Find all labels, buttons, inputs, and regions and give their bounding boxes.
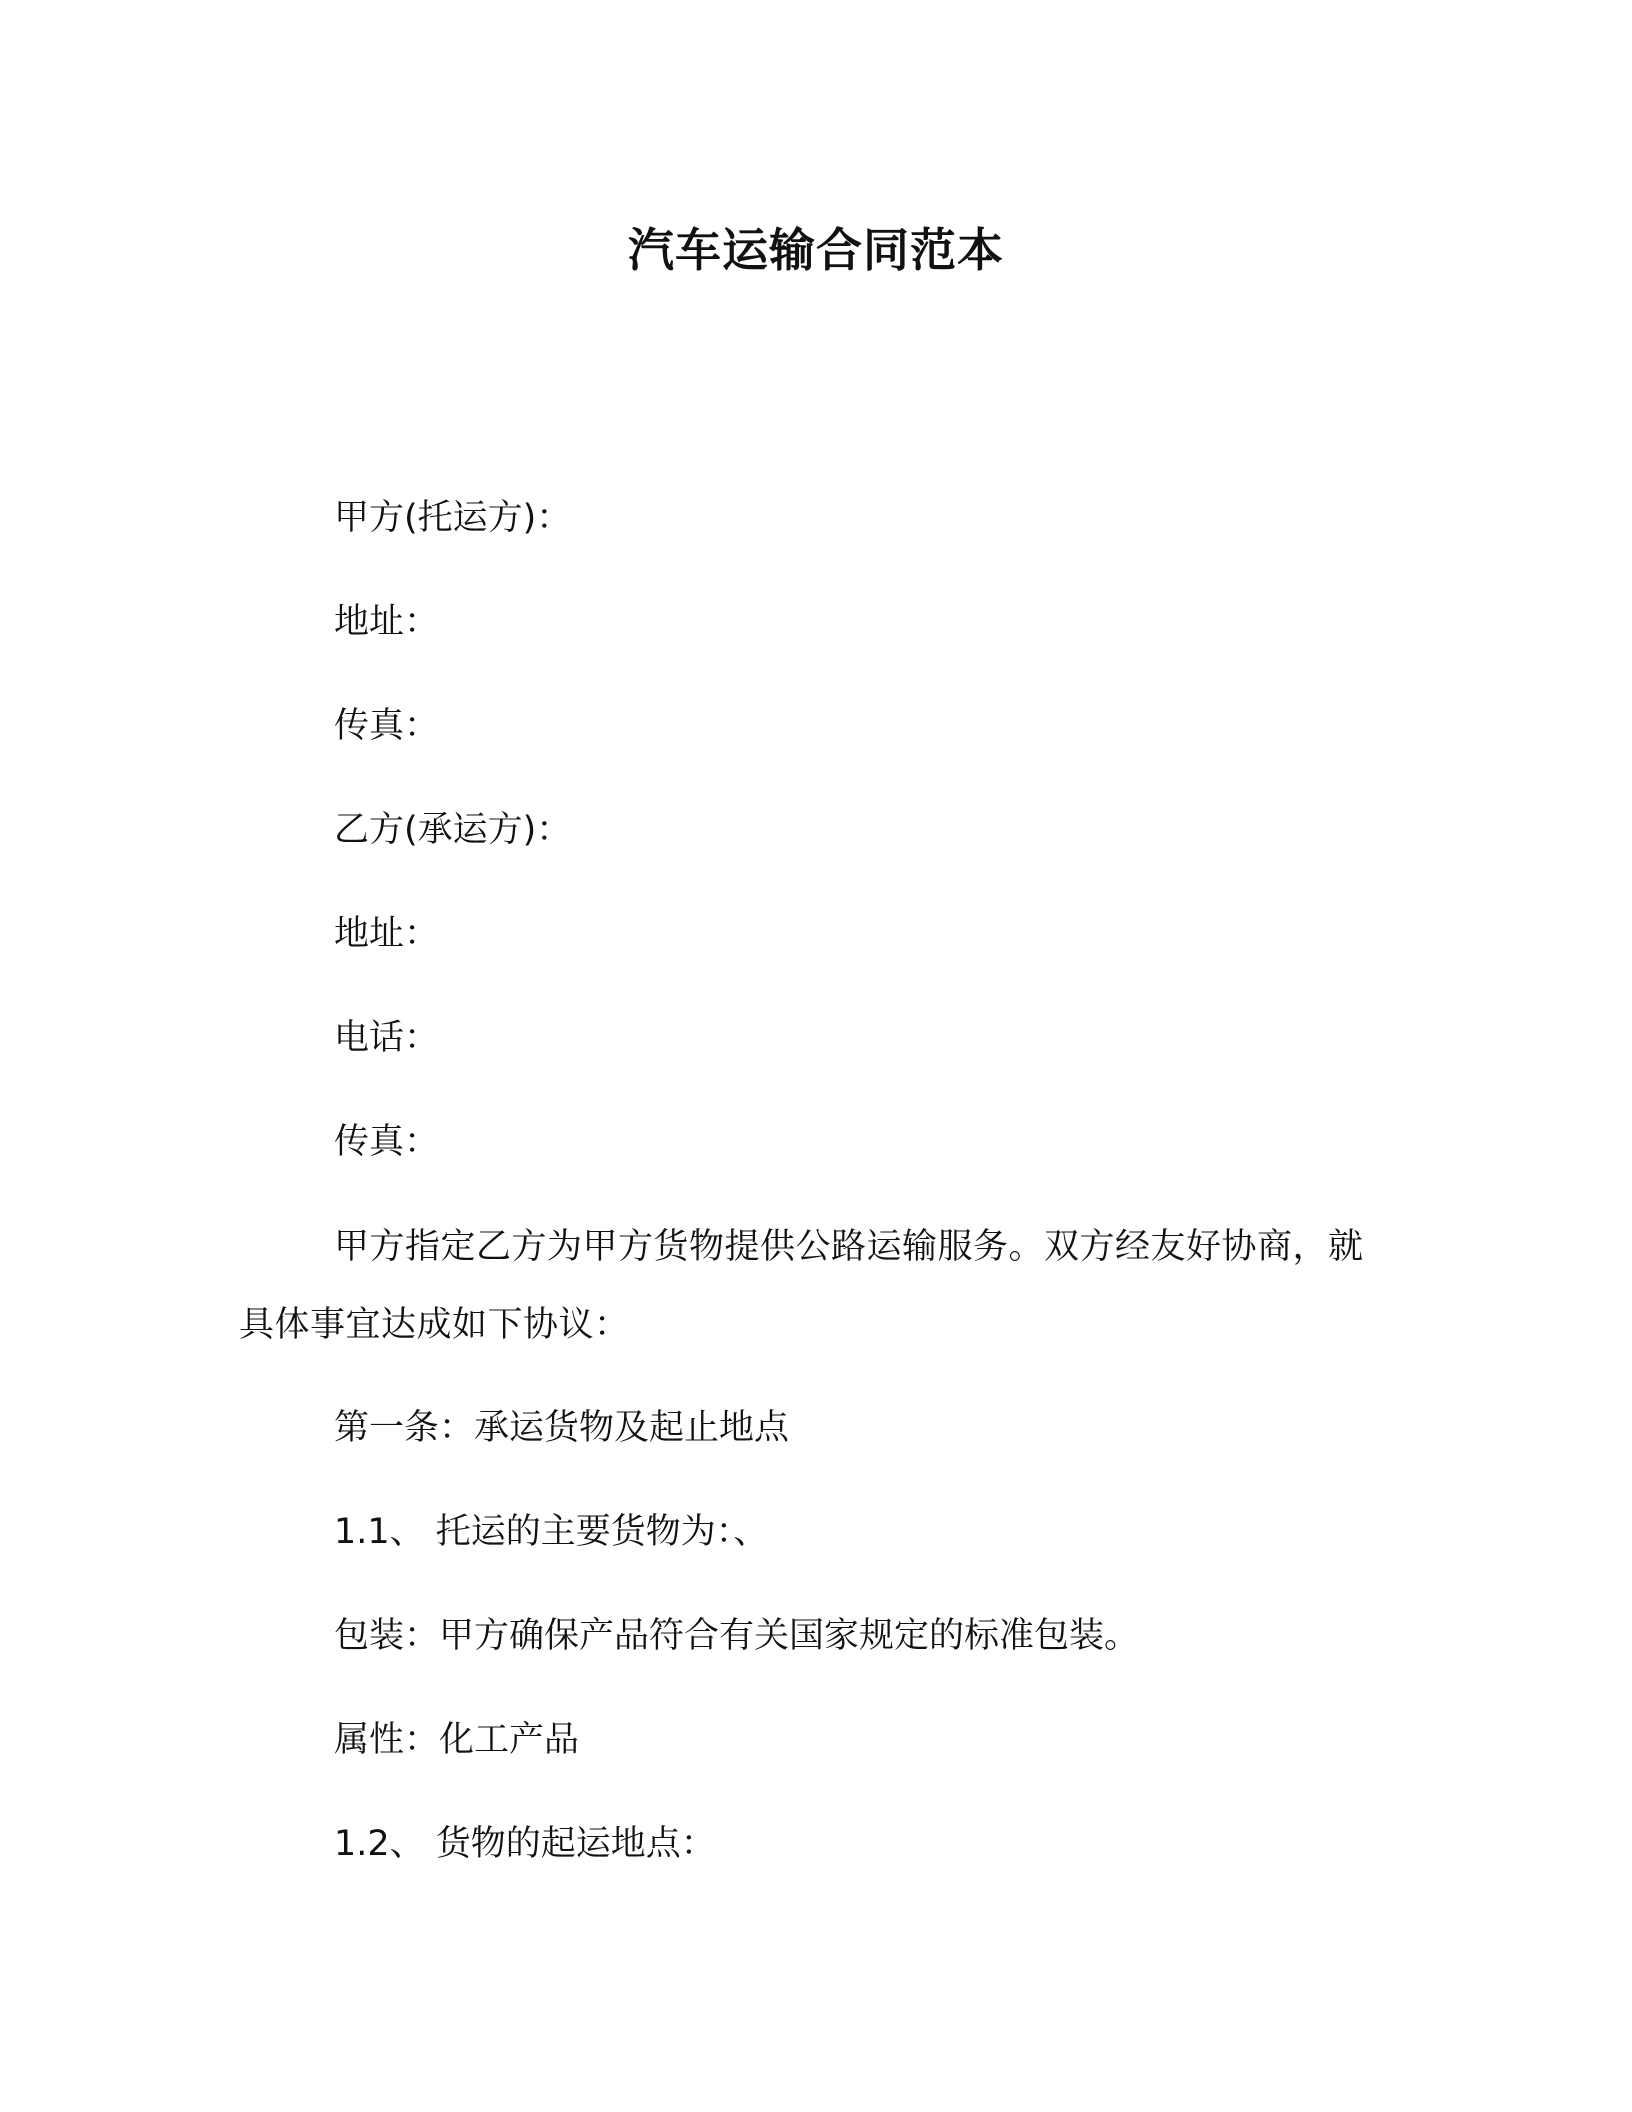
party-a-label: 甲方(托运方)： — [334, 498, 572, 538]
intro-paragraph: 甲方指定乙方为甲方货物提供公路运输服务。双方经友好协商，就具体事宜达成如下协议： — [239, 1227, 1364, 1345]
packaging-line: 包装：甲方确保产品符合有关国家规定的标准包装。 — [334, 1616, 1140, 1656]
article-1-heading: 第一条：承运货物及起止地点 — [334, 1408, 790, 1448]
page-title: 汽车运输合同范本 — [628, 223, 1004, 277]
item-1-2: 1.2、 货物的起运地点： — [334, 1824, 716, 1864]
attribute-line: 属性：化工产品 — [334, 1720, 580, 1760]
party-b-address-label: 地址： — [334, 914, 440, 954]
party-b-phone-label: 电话： — [334, 1018, 440, 1058]
item-1-1: 1.1、 托运的主要货物为：、 — [334, 1512, 769, 1552]
party-a-fax-label: 传真： — [334, 706, 440, 746]
party-a-address-label: 地址： — [334, 602, 440, 642]
party-b-label: 乙方(承运方)： — [334, 810, 572, 850]
party-b-fax-label: 传真： — [334, 1122, 440, 1162]
